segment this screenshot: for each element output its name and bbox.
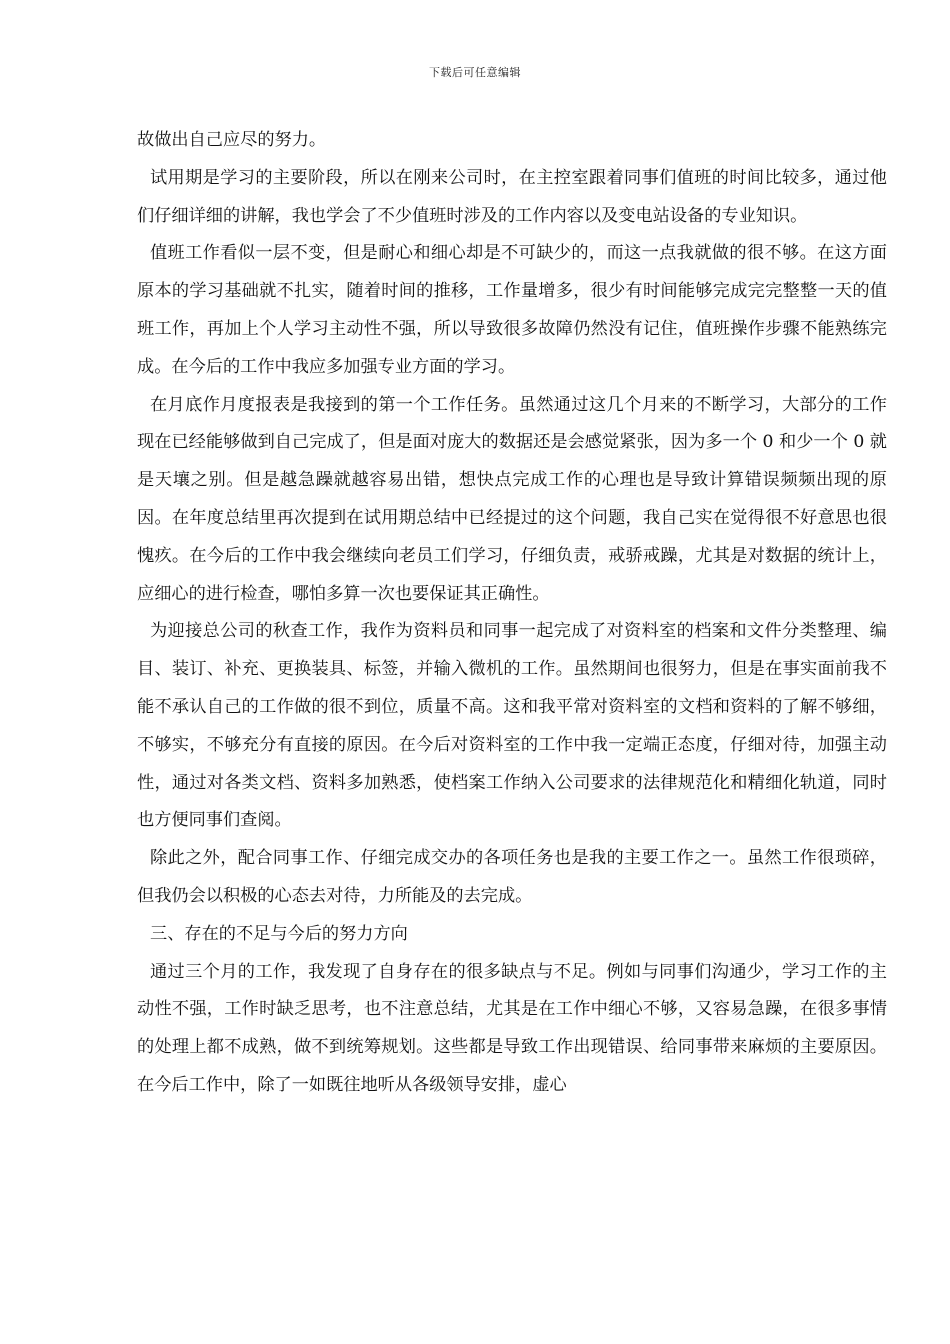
document-body [137,122,887,1105]
paragraph-continuation: 故做出自己应尽的努力。 [137,130,327,150]
page-header: 下载后可任意编辑 [429,66,521,79]
paragraph-shortcomings: 通过三个月的工作，我发现了自身存在的很多缺点与不足。例如与同事们沟通少，学习工作的主动性不强，工作时缺乏思考，也不注意总结，尤其是在工作中细心不够，又容易急躁，在很多事情的处理上都不成熟，做不到统筹规划。这些都是导致工作出现错误、给同事带来麻烦的主要原因。在今后工作中，除了一如既往地听从各级领导安排，虚心 [137,961,887,1095]
paragraph-monthly-report: 在月底作月度报表是我接到的第一个工作任务。虽然通过这几个月来的不断学习，大部分的工作现在已经能够做到自己完成了，但是面对庞大的数据还是会感觉紧张，因为多一个 0 和少一个 0 就是天壤之别。但是越急躁就越容易出错，想快点完成工作的心理也是导致计算错误频频出现的原因。在年度总结里再次提到在试用期总结中已经提过的这个问题，我自己实在觉得很不好意思也很愧疚。在今后的工作中我会继续向老员工们学习，仔细负责，戒骄戒躁，尤其是对数据的统计上，应细心的进行检查，哪怕多算一次也要保证其正确性。 [137,394,887,604]
section-heading-shortcomings: 三、存在的不足与今后的努力方向 [150,923,408,944]
paragraph-duty-work: 值班工作看似一层不变，但是耐心和细心却是不可缺少的，而这一点我就做的很不够。在这方面原本的学习基础就不扎实，随着时间的推移，工作量增多，很少有时间能够完成完完整整一天的值班工作，再加上个人学习主动性不强，所以导致很多故障仍然没有记住，值班操作步骤不能熟练完成。在今后的工作中我应多加强专业方面的学习。 [137,243,887,377]
paragraph-archive-work: 为迎接总公司的秋查工作，我作为资料员和同事一起完成了对资料室的档案和文件分类整理、编目、装订、补充、更换装具、标签，并输入微机的工作。虽然期间也很努力，但是在事实面前我不能不承认自己的工作做的很不到位，质量不高。这和我平常对资料室的文档和资料的了解不够细，不够实，不够充分有直接的原因。在今后对资料室的工作中我一定端正态度，仔细对待，加强主动性，通过对各类文档、资料多加熟悉，使档案工作纳入公司要求的法律规范化和精细化轨道，同时也方便同事们查阅。 [137,621,887,831]
paragraph-probation-study: 试用期是学习的主要阶段，所以在刚来公司时，在主控室跟着同事们值班的时间比较多，通过他们仔细详细的讲解，我也学会了不少值班时涉及的工作内容以及变电站设备的专业知识。 [137,167,887,226]
paragraph-other-tasks: 除此之外，配合同事工作、仔细完成交办的各项任务也是我的主要工作之一。虽然工作很琐碎，但我仍会以积极的心态去对待，力所能及的去完成。 [137,848,887,906]
